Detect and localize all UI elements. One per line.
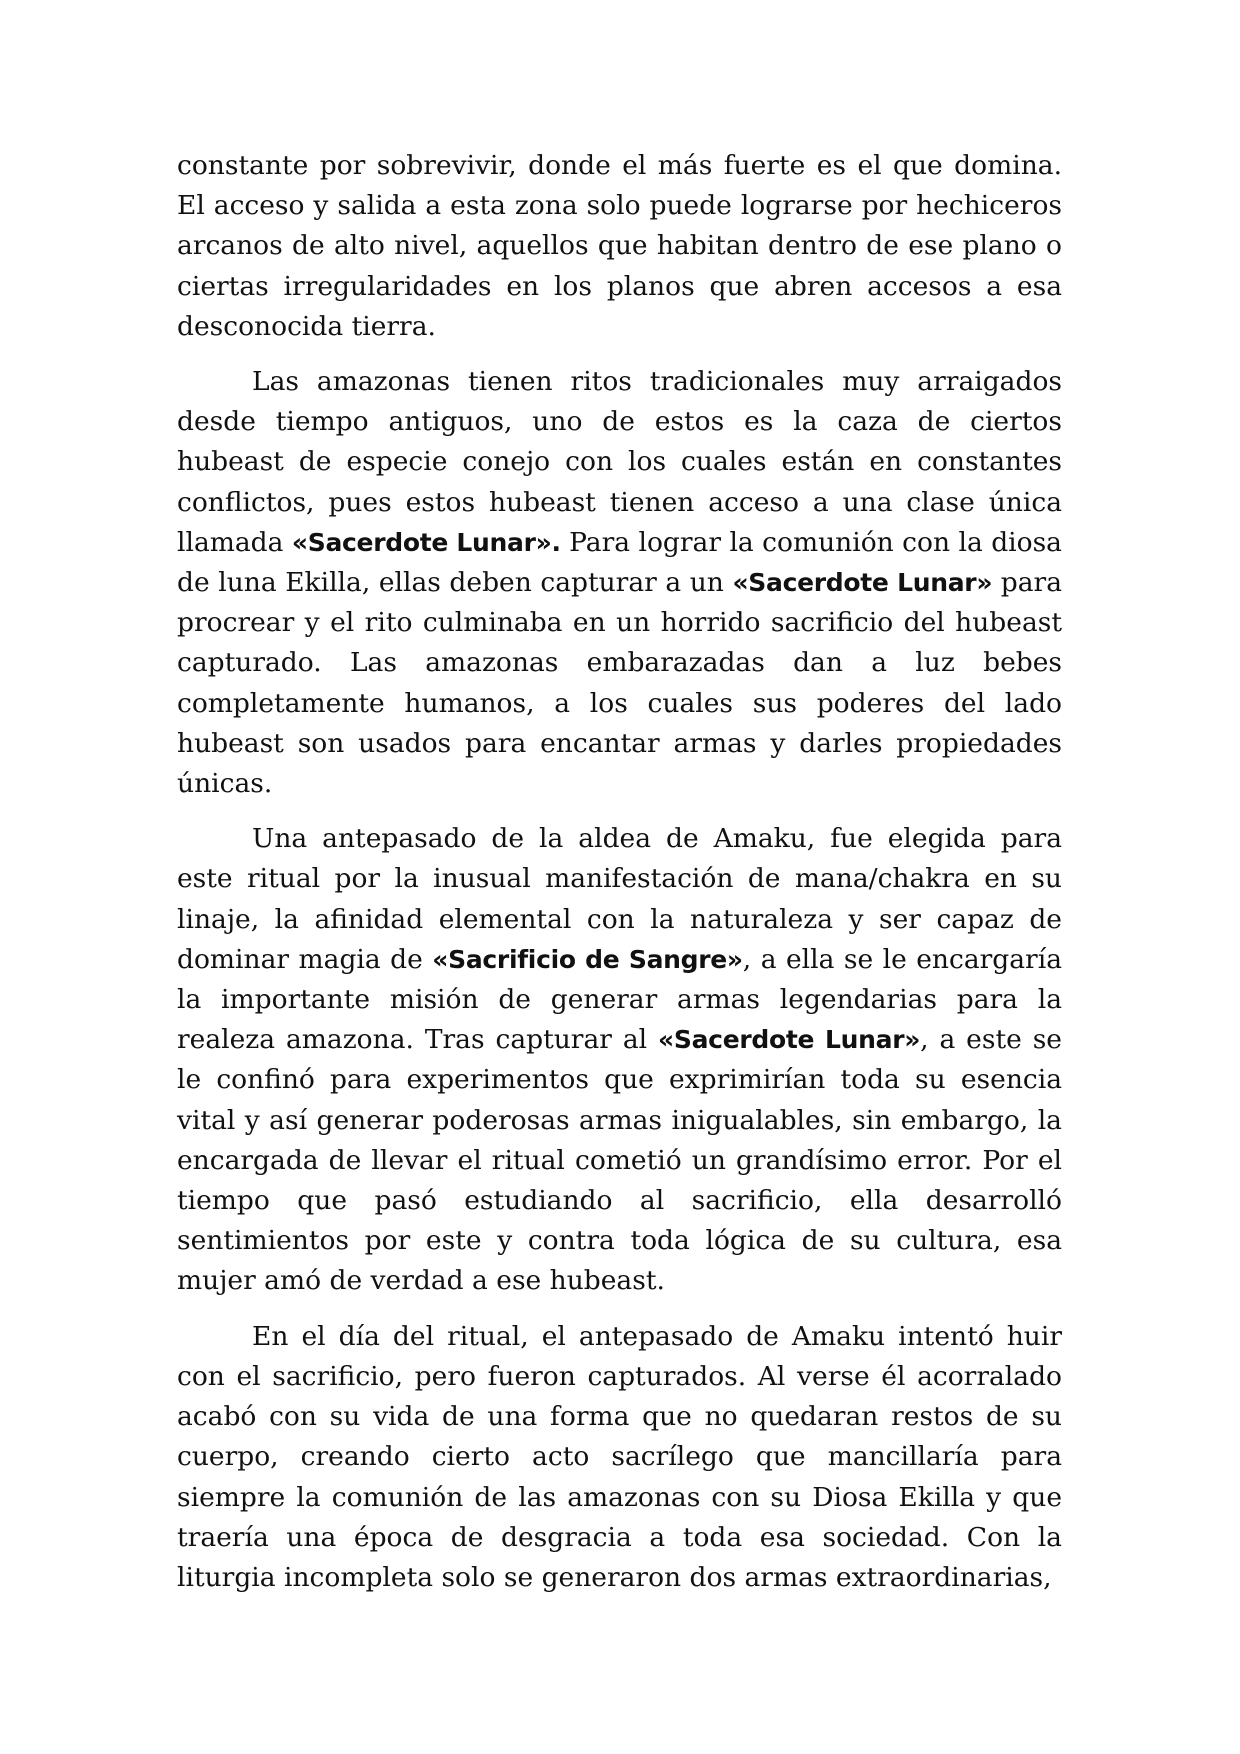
body-paragraph xyxy=(177,362,1062,804)
paragraph-text: Una antepasado de la aldea de Amaku, fue elegida para este ritual por la inusual manifestación de mana/chakra en su linaje, la afinidad elemental con la naturaleza y ser capaz de dominar magia de xyxy=(177,823,1062,975)
paragraph-text: para procrear y el rito culminaba en un horrido sacrificio del hubeast capturado. Las amazonas embarazadas dan a luz bebes completamente humanos, a los cuales sus poderes del lado hubeast son usados para encantar armas y darles propiedades únicas. xyxy=(177,567,1062,800)
paragraph-text: Para lograr la comunión con la diosa de luna Ekilla, ellas deben capturar a un xyxy=(177,526,1062,599)
paragraph-text: constante por sobrevivir, donde el más fuerte es el que domina. El acceso y salida a esta zona solo puede lograrse por hechiceros arcanos de alto nivel, aquellos que habitan dentro de ese plano o ciertas irregularidades en los planos que abren accesos a esa desconocida tierra. xyxy=(177,150,1062,342)
document-page xyxy=(177,146,1062,1613)
emphasized-term: «Sacerdote Lunar». xyxy=(291,527,561,557)
body-paragraph xyxy=(177,819,1062,1301)
body-paragraph xyxy=(177,146,1062,347)
paragraph-text: , a este se le confinó para experimentos que exprimirían toda su esencia vital y así generar poderosas armas inigualables, sin embargo, la encargada de llevar el ritual cometió un grandísimo error. Por el tiempo que pasó estudiando al sacrificio, ella desarrolló sentimientos por este y contra toda lógica de su cultura, esa mujer amó de verdad a ese hubeast. xyxy=(177,1024,1062,1297)
paragraph-text: Las amazonas tienen ritos tradicionales muy arraigados desde tiempo antiguos, uno de estos es la caza de ciertos hubeast de especie conejo con los cuales están en constantes conflictos, pues estos hubeast tienen acceso a una clase única llamada xyxy=(177,366,1062,558)
paragraph-text: En el día del ritual, el antepasado de Amaku intentó huir con el sacrificio, pero fueron capturados. Al verse él acorralado acabó con su vida de una forma que no quedaran restos de su cuerpo, creando cierto acto sacrílego que mancillaría para siempre la comunión de las amazonas con su Diosa Ekilla y que traería una época de desgracia a toda esa sociedad. Con la liturgia incompleta solo se generaron dos armas extraordinarias, xyxy=(177,1320,1062,1593)
emphasized-term: «Sacerdote Lunar» xyxy=(658,1025,921,1055)
paragraph-text: , a ella se le encargaría la importante misión de generar armas legendarias para la realeza amazona. Tras capturar al xyxy=(177,943,1062,1056)
emphasized-term: «Sacerdote Lunar» xyxy=(732,568,993,598)
emphasized-term: «Sacrificio de Sangre» xyxy=(432,944,743,974)
body-paragraph xyxy=(177,1317,1062,1598)
